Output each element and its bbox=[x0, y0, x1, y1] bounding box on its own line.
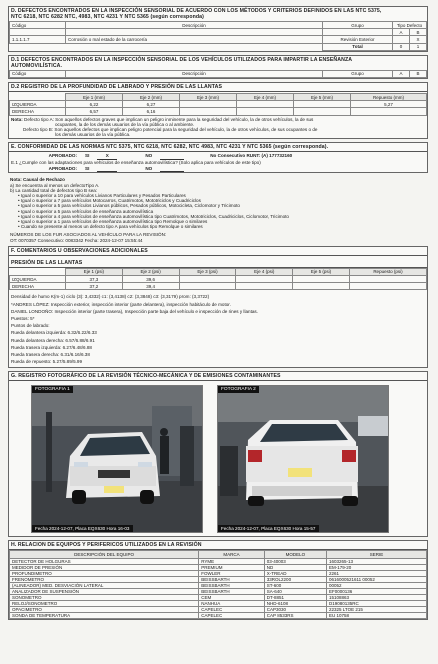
photo-2-image bbox=[218, 386, 389, 533]
equipment-cell: ST-600 bbox=[264, 582, 326, 588]
equipment-cell: 00052 bbox=[326, 582, 426, 588]
list-item: • Igual o superior a 4 para vehículos de enseñanza automovilística tipo Cuatrimotos, Mototriciclos, Cuadriciclos, Ciclomotor, Tricimoto bbox=[18, 213, 289, 219]
tire-pressure-title: PRESIÓN DE LAS LLANTAS bbox=[9, 259, 427, 268]
row-a bbox=[393, 36, 410, 43]
tread-depth-header bbox=[10, 93, 427, 100]
axle-header: Repuesto (mm) bbox=[351, 93, 427, 100]
equipment-cell: ND bbox=[264, 564, 326, 570]
rejection-note bbox=[8, 176, 428, 245]
equipment-cell: PROFUNDIMETRO bbox=[10, 570, 199, 576]
equipment-cell: 22325 LTOE 215 bbox=[326, 606, 426, 612]
section-f-title: F. COMENTARIOS U OBSERVACIONES ADICIONALES bbox=[9, 247, 427, 256]
axle-value: 39,6 bbox=[122, 275, 179, 282]
photo-2-label: FOTOGRAFIA 2 bbox=[218, 386, 259, 393]
equipment-cell: 33ROL2200 bbox=[264, 576, 326, 582]
equipment-header bbox=[10, 551, 427, 558]
si-label: SI bbox=[85, 153, 90, 159]
equipment-cell: SONOMETRO bbox=[10, 594, 199, 600]
axle-value bbox=[237, 101, 294, 108]
spacer bbox=[10, 43, 323, 50]
observation-line: Densidad de humo K(m-1) ciclo (3): 3,4332) c1: (3,4138) c2: (3,3848) c3: (3,3179) prom: (3,3722) bbox=[11, 294, 210, 300]
axle-header: Eje 5 (psi) bbox=[293, 268, 350, 275]
list-item: • Igual o superior a 10 para vehículos Livianos Particulares y Pesados Particulares bbox=[18, 192, 186, 198]
axle-value: 6,57 bbox=[66, 108, 123, 115]
equipment-cell: BEISSBARTH bbox=[199, 588, 265, 594]
axle-header: Eje 4 (psi) bbox=[236, 268, 293, 275]
section-e-title: E. CONFORMIDAD DE LAS NORMAS NTC 5375, NTC 6218, NTC 6282, NTC 4983, NTC 4231 Y NTC 5365 (según corresponda). bbox=[9, 143, 427, 152]
equipment-cell: CAPELEC bbox=[199, 612, 265, 618]
observation-line: *ANDRES LÓPEZ: Inspección exterior, inspección interior (parte delantera), inspección habitáculo de motor. bbox=[11, 301, 231, 307]
col-descripcion: Descripción bbox=[66, 22, 323, 29]
inspection-report bbox=[8, 6, 428, 623]
section-d1-title-line1: D.1 DEFECTOS ENCONTRADOS EN LA INSPECCIÓN SENSORIAL DE LOS VEHÍCULOS UTILIZADOS PARA IMPARTIR LA ENSEÑANZA bbox=[11, 56, 353, 63]
axle-value bbox=[180, 108, 237, 115]
col-a: A bbox=[393, 29, 410, 36]
axle-value: 6,16 bbox=[123, 108, 180, 115]
list-item: • Igual o superior a 7 para vehículos Motocarros, Cuatrimotos, Mototriciclos y Cuadriciclos bbox=[18, 198, 201, 204]
note-type-a: Defecto tipo A: Son aquellos defectos graves que implican un peligro inminente para la seguridad del vehículo, la de otros vehículos, la de sus bbox=[24, 116, 314, 122]
equipment-cell: 2261 bbox=[326, 570, 426, 576]
equipment-cell: OPACIMETRO bbox=[10, 606, 199, 612]
axle-value bbox=[351, 108, 427, 115]
note-type-b: Defecto tipo B: Son aquellos defectos que implican peligro potencial para la seguridad del vehículo, la de otros vehículos, de sus ocupantes o de bbox=[23, 126, 318, 132]
equipment-cell: 0616000521611 00052 bbox=[326, 576, 426, 582]
equipment-cell: 03-40003 bbox=[264, 558, 326, 564]
equipment-cell: EU 10758 bbox=[326, 612, 426, 618]
si-mark: X bbox=[97, 153, 117, 160]
section-d2 bbox=[8, 82, 428, 139]
equipment-cell: SONDA DE TEMPERATURA bbox=[10, 612, 199, 618]
side-label: IZQUIERDA bbox=[10, 101, 66, 108]
equipment-cell: CAPELEC bbox=[199, 606, 265, 612]
equipment-cell: PREMIUM bbox=[199, 564, 265, 570]
spacer bbox=[10, 93, 66, 100]
axle-value: 39,4 bbox=[122, 283, 179, 290]
axle-value bbox=[349, 275, 426, 282]
axle-header: Eje 4 (mm) bbox=[237, 93, 294, 100]
equipment-cell: DETECTOR DE HOLGURAS bbox=[10, 558, 199, 564]
axle-header: Eje 5 (mm) bbox=[294, 93, 351, 100]
table-row bbox=[10, 283, 427, 290]
axle-header: Eje 2 (psi) bbox=[122, 268, 179, 275]
col-b: B bbox=[410, 70, 427, 77]
row-grupo: Revisión Exterior bbox=[323, 36, 393, 43]
col-grupo: Grupo bbox=[323, 70, 393, 77]
section-d1 bbox=[8, 55, 428, 79]
rejection-b: b) La cantidad total de defectos tipo B sea: bbox=[10, 187, 98, 193]
table-row bbox=[10, 36, 427, 43]
table-row bbox=[10, 275, 427, 282]
axle-value: 6,22 bbox=[66, 101, 123, 108]
note-type-b-cont: los demás usuarios de la vía pública. bbox=[55, 132, 131, 138]
equipment-cell: EF0000136 bbox=[326, 588, 426, 594]
table-row bbox=[10, 108, 427, 115]
observation-line: Rueda delantera izquierda: 6.32/6.22/6.33 bbox=[11, 330, 97, 336]
row-descripcion: Corrosión o mal estado de la carrocería bbox=[66, 36, 323, 43]
col-descripcion: Descripción bbox=[66, 70, 323, 77]
photo-gallery bbox=[9, 381, 427, 536]
photo-1-image bbox=[32, 386, 203, 533]
fur-line: OT: 0070357 Consecutivo: 0083342 Fecha: 2024-12-07 15:55:44 bbox=[10, 237, 143, 243]
photo-1-label: FOTOGRAFIA 1 bbox=[32, 386, 73, 393]
aprobado-label: APROBADO: bbox=[48, 153, 77, 159]
axle-value: 6,27 bbox=[123, 101, 180, 108]
side-label: IZQUIERDA bbox=[10, 275, 66, 282]
conformity-row bbox=[9, 152, 427, 160]
section-d1-title-line2: AUTOMOVILÍSTICA. bbox=[11, 62, 63, 69]
axle-value: 37,3 bbox=[66, 275, 123, 282]
rejection-list bbox=[10, 193, 426, 229]
observation-line: Puntos de labrado: bbox=[11, 323, 50, 329]
equipment-cell: D19080135RC bbox=[326, 600, 426, 606]
section-d-title bbox=[9, 7, 427, 21]
axle-value bbox=[179, 283, 236, 290]
spacer bbox=[10, 29, 66, 36]
fur-title: NÚMEROS DE LOS FUR ASOCIADOS AL VEHÍCULO PARA LA REVISIÓN: bbox=[10, 232, 167, 238]
spacer bbox=[323, 29, 393, 36]
side-label: DERECHA bbox=[10, 108, 66, 115]
spacer bbox=[66, 29, 323, 36]
row-b: X bbox=[410, 36, 427, 43]
observation-line: Puestos: 5* bbox=[11, 315, 35, 321]
section-g-title: G. REGISTRO FOTOGRÁFICO DE LA REVISIÓN TÉCNICO-MECÁNICA Y DE EMISIONES CONTAMINANTES bbox=[9, 372, 427, 381]
equipment-cell: RELOJ/SONOMETRO bbox=[10, 600, 199, 606]
equipment-cell: EM-179-20 bbox=[326, 564, 426, 570]
axle-value: 5,27 bbox=[351, 101, 427, 108]
equipment-cell: (ALINEADOR) MED. DESVIACIÓN LATERAL bbox=[10, 582, 199, 588]
aprobado-label-2: APROBADO: bbox=[48, 166, 77, 172]
photo-1[interactable] bbox=[31, 385, 203, 533]
equipment-cell: CAP 8533RS bbox=[264, 612, 326, 618]
axle-value bbox=[294, 108, 351, 115]
tread-depth-table bbox=[9, 93, 427, 116]
section-d1-title bbox=[9, 56, 427, 70]
equipment-cell: ANALIZADOR DE SUSPENSIÓN bbox=[10, 588, 199, 594]
rejection-a: a) Se encuentra al menos un defectoTipo A. bbox=[10, 182, 100, 188]
no-mark bbox=[160, 153, 184, 160]
si-mark-2 bbox=[97, 166, 117, 172]
teaching-conformity-row bbox=[9, 166, 427, 172]
axle-value bbox=[236, 283, 293, 290]
axle-header: Eje 1 (psi) bbox=[66, 268, 123, 275]
list-item: • Igual o superior a 5 para vehículos Livianos públicos, Pesados públicos, Motocicleta, Ciclomotor y Tricimoto bbox=[18, 203, 240, 209]
no-label: NO bbox=[145, 153, 153, 159]
runt-consecutivo: No Consecutivo RUNT: (A) 177732160 bbox=[210, 153, 293, 159]
axle-value bbox=[236, 275, 293, 282]
equipment-header-cell: DESCRIPCIÓN DEL EQUIPO bbox=[10, 551, 199, 558]
axle-value bbox=[179, 275, 236, 282]
col-a: A bbox=[393, 70, 410, 77]
section-e bbox=[8, 142, 428, 173]
col-tipo-defecto: Tipo Defecto bbox=[393, 22, 427, 29]
total-label: Total bbox=[323, 43, 393, 50]
axle-header: Eje 3 (psi) bbox=[179, 268, 236, 275]
section-d bbox=[8, 6, 428, 52]
observation-line: Rueda de repuesto: 5.27/5.89/5.99 bbox=[11, 359, 83, 365]
axle-value bbox=[294, 101, 351, 108]
equipment-cell: BEISSBARTH bbox=[199, 576, 265, 582]
col-b: B bbox=[410, 29, 427, 36]
section-d1-table bbox=[9, 70, 427, 78]
equipment-cell: X-TREAD bbox=[264, 570, 326, 576]
note-label: Nota: bbox=[11, 116, 23, 122]
equipment-cell: FOWLER bbox=[199, 570, 265, 576]
axle-header: Eje 2 (mm) bbox=[123, 93, 180, 100]
col-codigo: Código bbox=[10, 70, 66, 77]
table-row bbox=[10, 612, 427, 618]
axle-value bbox=[349, 283, 426, 290]
col-grupo: Grupo bbox=[323, 22, 393, 29]
section-d-title-line1: D. DEFECTOS ENCONTRADOS EN LA INSPECCIÓN SENSORIAL DE ACUERDO CON LOS MÉTODOS Y CRITERIOS DEFINIDOS EN LAS NTC 5375, bbox=[11, 8, 382, 14]
equipment-cell: BEISSBARTH bbox=[199, 582, 265, 588]
section-d2-title: D.2 REGISTRO DE LA PROFUNDIDAD DE LABRADO Y PRESIÓN DE LAS LLANTAS bbox=[9, 83, 427, 92]
side-label: DERECHA bbox=[10, 283, 66, 290]
axle-value bbox=[237, 108, 294, 115]
no-mark-2 bbox=[160, 166, 184, 172]
spacer bbox=[10, 268, 66, 275]
equipment-cell: MEDIDOR DE PRESIÓN bbox=[10, 564, 199, 570]
no-label-2: NO bbox=[145, 166, 153, 172]
axle-value: 37,2 bbox=[66, 283, 123, 290]
total-a: 0 bbox=[393, 43, 410, 50]
observation-line: Rueda trasera derecha: 6.31/6.16/6.38 bbox=[11, 351, 90, 357]
equipment-cell: CEM bbox=[199, 594, 265, 600]
tire-pressure-header bbox=[10, 268, 427, 275]
axle-header: Eje 3 (mm) bbox=[180, 93, 237, 100]
axle-value bbox=[293, 275, 350, 282]
defect-type-note bbox=[9, 116, 427, 139]
rejection-title: Nota: Causal de Rechazo bbox=[10, 177, 65, 183]
photo-2[interactable] bbox=[217, 385, 389, 533]
observation-line: DANIEL LONDOÑO: Inspección interior (parte trasera), Inspección parte baja del vehículo e inspección de rines y llantas. bbox=[11, 308, 258, 314]
equipment-cell: RYME bbox=[199, 558, 265, 564]
photo-2-caption: Fecha 2024-12-07, Placa EQX630 Hora 15-57 bbox=[218, 525, 319, 532]
equipment-cell: SA-640 bbox=[264, 588, 326, 594]
section-g bbox=[8, 371, 428, 537]
note-type-a-cont: ocupantes, la de los demás usuarios de la vía pública o al ambiente. bbox=[55, 121, 195, 127]
table-row bbox=[10, 101, 427, 108]
section-f bbox=[8, 246, 428, 369]
axle-value bbox=[180, 101, 237, 108]
equipment-cell: FRENOMETRO bbox=[10, 576, 199, 582]
list-item: • Igual o superior a 1 para vehículos de enseñanza automovilística tipo Remolque o similares bbox=[18, 218, 208, 224]
equipment-header-cell: MODELO bbox=[264, 551, 326, 558]
row-codigo: 1.1.1.1.7 bbox=[10, 36, 66, 43]
section-d-table bbox=[9, 21, 427, 51]
col-codigo: Código bbox=[10, 22, 66, 29]
list-item: • Igual o superior a 5 para vehículos de enseñanza automovilística bbox=[18, 208, 154, 214]
equipment-cell: NHD-6108 bbox=[264, 600, 326, 606]
equipment-cell: DT-8851 bbox=[264, 594, 326, 600]
equipment-cell: NANHUA bbox=[199, 600, 265, 606]
section-h-title: H. RELACION DE EQUIPOS Y PERIFERICOS UTILIZADOS EN LA REVISIÓN bbox=[9, 541, 427, 550]
equipment-header-cell: MARCA bbox=[199, 551, 265, 558]
axle-value bbox=[293, 283, 350, 290]
photo-1-caption: Fecha 2024-12-07, Placa EQX630 Hora 16-03 bbox=[32, 525, 133, 532]
equipment-cell: 15108863 bbox=[326, 594, 426, 600]
axle-header: Repuesto (psi) bbox=[349, 268, 426, 275]
equipment-cell: 1603265-13 bbox=[326, 558, 426, 564]
list-item: • Cuando se presente al menos un defecto tipo A para vehículos tipo Remolque o similares bbox=[18, 224, 203, 230]
teaching-adaptation-question: E.1 ¿Cumple con las adaptaciones para vehículos de enseñanza automovilística? (Solo aplica para vehículos de este tipo) bbox=[11, 160, 261, 166]
section-d-title-line2: NTC 6218, NTC 6282 NTC, 4983, NTC 4231 Y NTC 5365 (según corresponda) bbox=[11, 14, 204, 20]
observations-list bbox=[9, 290, 427, 367]
observation-line: Rueda trasera izquierda: 6.27/6.48/6.88 bbox=[11, 344, 92, 350]
section-h bbox=[8, 540, 428, 619]
tire-pressure-table bbox=[9, 268, 427, 291]
total-b: 1 bbox=[410, 43, 427, 50]
equipment-header-cell: SERIE bbox=[326, 551, 426, 558]
observation-line: Rueda delantera derecha: 6.57/6.88/6.91 bbox=[11, 337, 95, 343]
si-label-2: SI bbox=[85, 166, 90, 172]
equipment-table bbox=[9, 550, 427, 618]
axle-header: Eje 1 (mm) bbox=[66, 93, 123, 100]
equipment-cell: CAP3030 bbox=[264, 606, 326, 612]
